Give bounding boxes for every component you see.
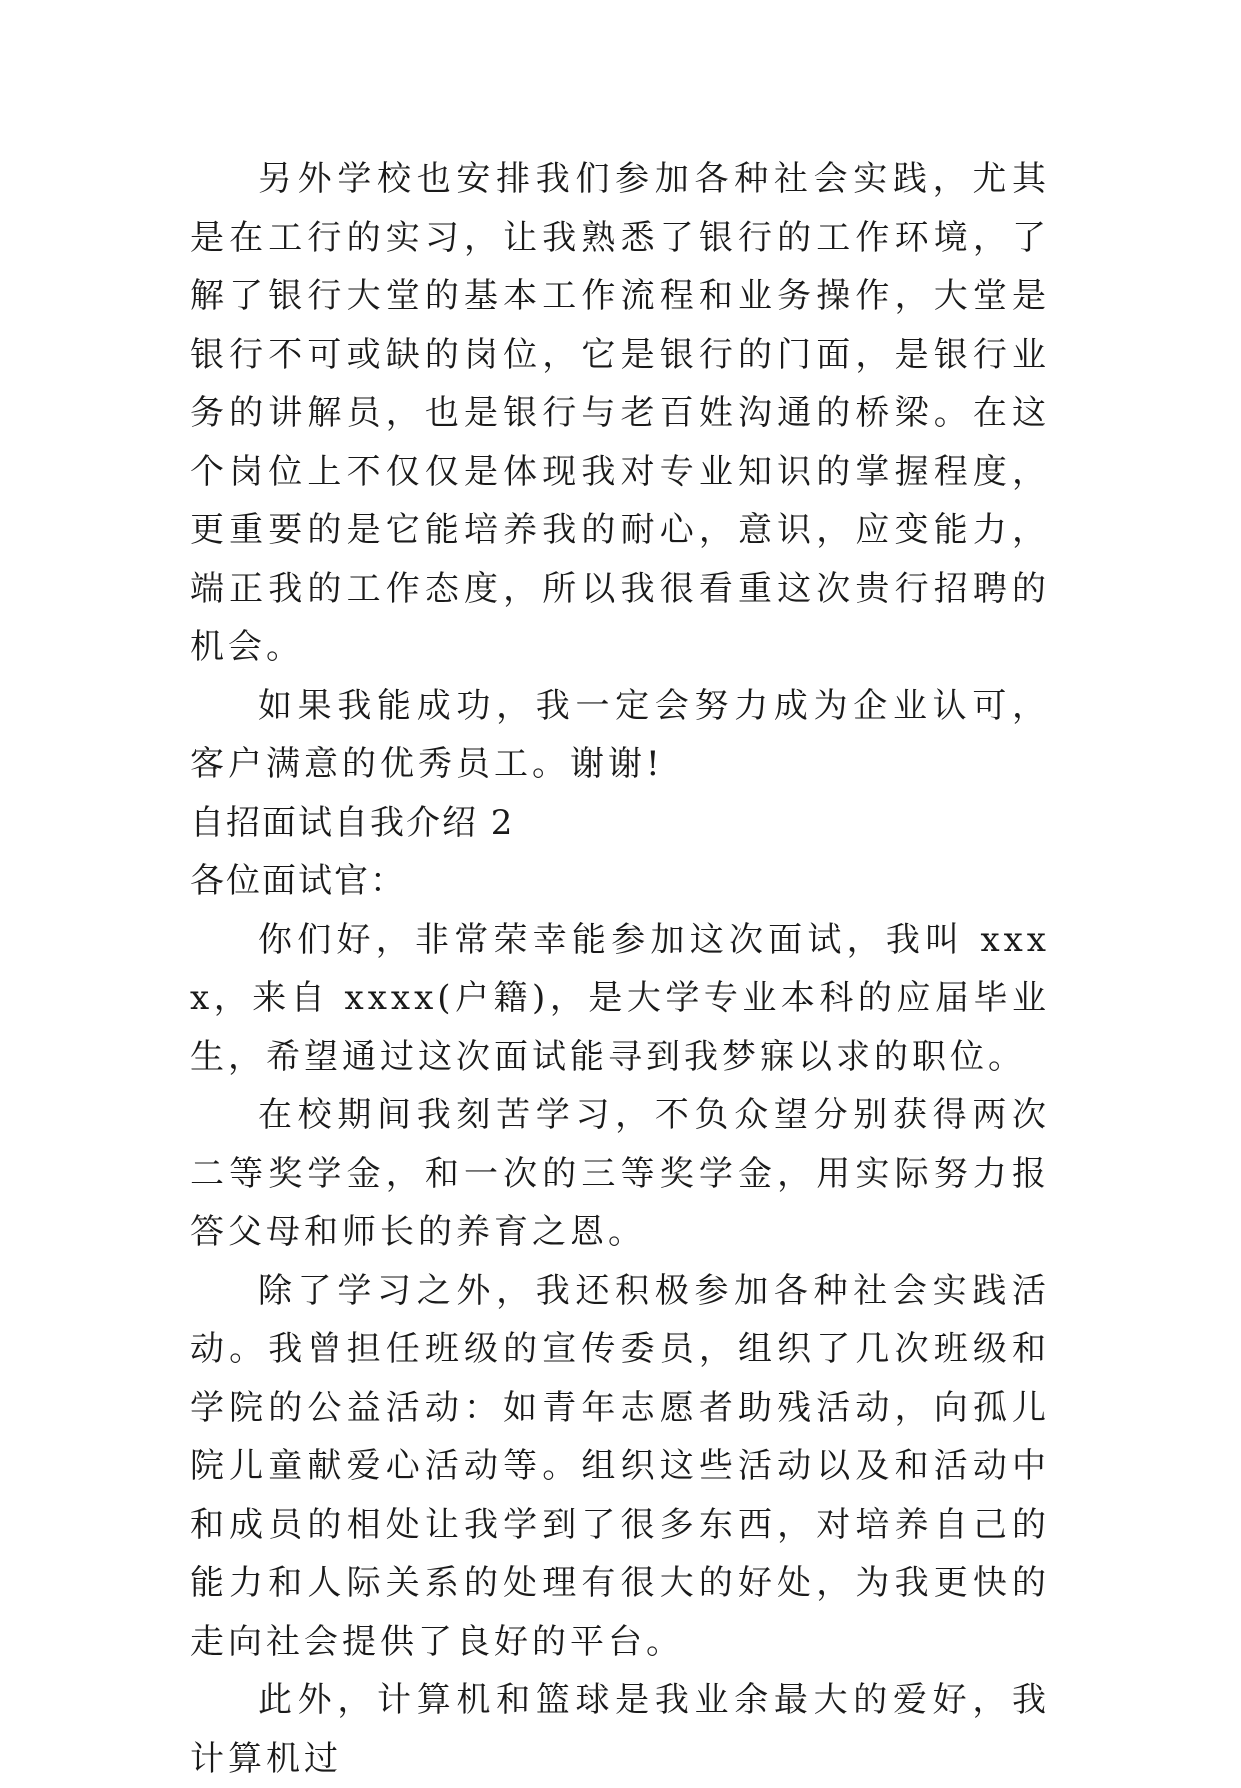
paragraph-closing-thanks: 如果我能成功，我一定会努力成为企业认可，客户满意的优秀员工。谢谢! xyxy=(190,685,1050,784)
paragraph-hobbies: 此外，计算机和篮球是我业余最大的爱好，我计算机过 xyxy=(190,1680,1050,1779)
salutation: 各位面试官： xyxy=(190,861,406,901)
paragraph-workplace-practice: 另外学校也安排我们参加各种社会实践，尤其是在工行的实习，让我熟悉了银行的工作环境，了解了银行大堂的基本工作流程和业务操作，大堂是银行不可或缺的岗位，它是银行的门面，是银行业务的讲解员，也是银行与老百姓沟通的桥梁。在这个岗位上不仅仅是体现我对专业知识的掌握程度，更重要的是它能培养我的耐心，意识，应变能力，端正我的工作态度，所以我很看重这次贵行招聘的机会。 xyxy=(190,159,1050,667)
paragraph-introduction: 你们好，非常荣幸能参加这次面试，我叫 xxxx，来自 xxxx(户籍)，是大学专业本科的应届毕业生，希望通过这次面试能寻到我梦寐以求的职位。 xyxy=(190,919,1050,1077)
section-title: 自招面试自我介绍 2 xyxy=(190,802,515,843)
paragraph-scholarships: 在校期间我刻苦学习，不负众望分别获得两次二等奖学金，和一次的三等奖学金，用实际努力报答父母和师长的养育之恩。 xyxy=(190,1095,1050,1252)
paragraph-activities: 除了学习之外，我还积极参加各种社会实践活动。我曾担任班级的宣传委员，组织了几次班级和学院的公益活动：如青年志愿者助残活动，向孤儿院儿童献爱心活动等。组织这些活动以及和活动中和成员的相处让我学到了很多东西，对培养自己的能力和人际关系的处理有很大的好处，为我更快的走向社会提供了良好的平台。 xyxy=(190,1270,1050,1662)
document-body xyxy=(190,150,1050,1788)
